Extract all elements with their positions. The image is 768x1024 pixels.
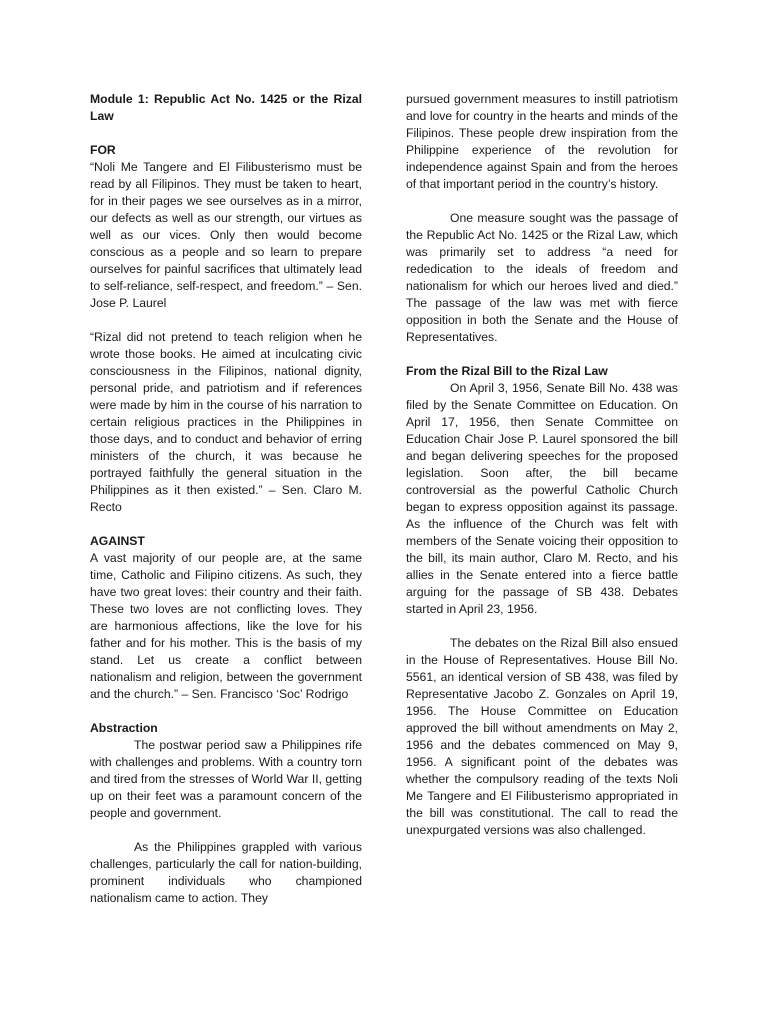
against-quote-rodrigo: A vast majority of our people are, at the same time, Catholic and Filipino citizens. As such, they have two great loves: their country and their faith. These two loves are not conflicting loves. They are harmonious affections, like the love for his father and for his mother. This is the basis of my stand. Let us create a conflict between nationalism and religion, between the government and the church.” – Sen. Francisco ‘Soc’ Rodrigo bbox=[90, 551, 362, 701]
module-title: Module 1: Republic Act No. 1425 or the Rizal Law bbox=[90, 92, 362, 123]
for-quote-recto: “Rizal did not pretend to teach religion when he wrote those books. He aimed at inculcating civic consciousness in the Filipinos, national dignity, personal pride, and patriotism and if references were made by him in the course of his narration to certain religious practices in the Philippines in those days, and to conduct and behavior of erring ministers of the church, it was because he portrayed faithfully the general situation in the Philippines as it then existed.” – Sen. Claro M. Recto bbox=[90, 330, 362, 514]
for-heading: FOR bbox=[90, 143, 116, 157]
abstraction-heading: Abstraction bbox=[90, 721, 158, 735]
for-quote-laurel: “Noli Me Tangere and El Filibusterismo must be read by all Filipinos. They must be taken to heart, for in their pages we see ourselves as in a mirror, our defects as well as our strength, our virtues as well as our vices. Only then would become conscious as a people and so learn to prepare ourselves for painful sacrifices that ultimately lead to self-reliance, self-respect, and freedom.” – Sen. Jose P. Laurel bbox=[90, 160, 362, 310]
bill-to-law-heading: From the Rizal Bill to the Rizal Law bbox=[406, 364, 608, 378]
against-heading: AGAINST bbox=[90, 534, 145, 548]
abstraction-paragraph-2-start: As the Philippines grappled with various challenges, particularly the call for nation-building, prominent individuals who championed nationalism came to action. They bbox=[90, 840, 362, 905]
house-bill-paragraph: The debates on the Rizal Bill also ensued in the House of Representatives. House Bill No. 5561, an identical version of SB 438, was filed by Representative Jacobo Z. Gonzales on April 19, 1956. The House Committee on Education approved the bill without amendments on May 2, 1956 and the debates commenced on May 9, 1956. A significant point of the debates was whether the compulsory reading of the texts Noli Me Tangere and El Filibusterismo appropriated in the bill was constitutional. The call to read the unexpurgated versions was also challenged. bbox=[406, 636, 678, 837]
left-column bbox=[90, 91, 362, 907]
rizal-law-measure-paragraph: One measure sought was the passage of the Republic Act No. 1425 or the Rizal Law, which was primarily set to address “a need for rededication to the ideals of freedom and nationalism for which our heroes lived and died.” The passage of the law was met with fierce opposition in both the Senate and the House of Representatives. bbox=[406, 211, 678, 344]
right-column bbox=[406, 91, 678, 839]
abstraction-paragraph-1: The postwar period saw a Philippines rife with challenges and problems. With a country torn and tired from the stresses of World War II, getting up on their feet was a paramount concern of the people and government. bbox=[90, 738, 362, 820]
senate-bill-paragraph: On April 3, 1956, Senate Bill No. 438 was filed by the Senate Committee on Education. On April 17, 1956, then Senate Committee on Education Chair Jose P. Laurel sponsored the bill and began delivering speeches for the proposed legislation. Soon after, the bill became controversial as the powerful Catholic Church began to express opposition against its passage. As the influence of the Church was felt with members of the Senate voicing their opposition to the bill, its main author, Claro M. Recto, and his allies in the Senate entered into a fierce battle arguing for the passage of SB 438. Debates started in April 23, 1956. bbox=[406, 381, 678, 616]
abstraction-paragraph-2-continued: pursued government measures to instill patriotism and love for country in the hearts and minds of the Filipinos. These people drew inspiration from the Philippine experience of the revolution for independence against Spain and from the heroes of that important period in the country’s history. bbox=[406, 92, 678, 191]
